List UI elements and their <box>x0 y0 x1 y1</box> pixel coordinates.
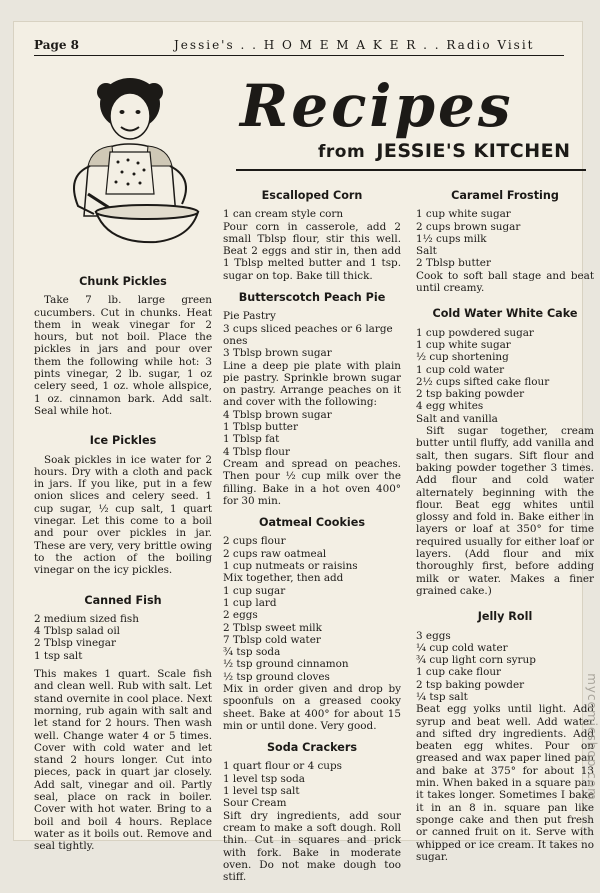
column-3 <box>416 186 594 873</box>
recipe-soda-crackers <box>223 742 401 883</box>
ingredient: 4 Tblsp salad oil <box>34 625 121 638</box>
subtitle-from: from <box>318 142 366 162</box>
ingredient: 1 cup powdered sugar <box>416 326 534 339</box>
ingredient: ¾ tsp soda <box>223 646 281 659</box>
ingredient: ¼ cup cold water <box>416 641 508 654</box>
recipe-title: Chunk Pickles <box>79 275 167 288</box>
ingredient: 2 cups brown sugar <box>416 220 521 233</box>
ingredient: 2 Tblsp sweet milk <box>223 621 322 634</box>
recipe-title: Caramel Frosting <box>451 189 559 202</box>
recipe-oatmeal-cookies <box>223 517 401 732</box>
recipe-title: Escalloped Corn <box>261 189 363 202</box>
ingredient: 2 eggs <box>223 609 258 622</box>
ingredient: 2 tsp baking powder <box>416 388 525 401</box>
recipe-title: Jelly Roll <box>477 610 533 624</box>
recipe-directions: This makes 1 quart. Scale fish and clean well. Rub with salt. Let stand overnite in cool place. Next morning, rub again with salt and let stand for 2 hours. Then wash well. Change water 4 or 5 times. Cover with cold water and let stand 2 hours longer. Cut into pieces, pack in quart jar closely. Add salt, vinegar and oil. Partly seal, place on rack in boiler. Cover with hot water. Bring to a boil and boil 4 hours. Replace water as it boils out. Remove and seal tightly. <box>34 668 212 853</box>
subtitle-kitchen: JESSIE'S KITCHEN <box>376 140 571 162</box>
ingredient-list <box>34 613 212 662</box>
ingredient: 1 level tsp soda <box>223 772 305 785</box>
ingredient: 2 Tblsp vinegar <box>34 637 116 650</box>
ingredient: Salt <box>416 245 437 258</box>
recipe-title: Ice Pickles <box>89 434 157 448</box>
recipe-directions: Sift sugar together, cream butter until fluffy, add vanilla and salt, then sugars. Sift flour and baking powder together 3 times. Add flour and cold water alternately beginning with the flour. Beat egg whites until glossy and fold in. Bake either in layers or loaf at 350° for time required usually for either loaf or layers. (Add flour and mix thoroughly first, before adding milk or water. Makes a finer grained cake.) <box>416 425 594 597</box>
ingredient: 4 egg whites <box>416 400 484 413</box>
column-2 <box>223 186 401 893</box>
ingredient: 1 cup nutmeats or raisins <box>223 560 358 573</box>
recipe-title: Butterscotch Peach Pie <box>238 291 386 305</box>
recipe-directions: Line a deep pie plate with plain pie pastry. Sprinkle brown sugar on pastry. Arrange peaches on it and cover with the following: <box>223 359 401 409</box>
header-rule <box>34 55 564 56</box>
title-rule <box>236 169 586 171</box>
ingredient: 1 cup white sugar <box>416 208 511 221</box>
ingredient: 2 medium sized fish <box>34 612 139 625</box>
ingredient: ½ tsp ground cloves <box>223 670 330 683</box>
recipe-directions: Soak pickles in ice water for 2 hours. Dry with a cloth and pack in jars. If you like, put in a few onion slices and celery seed. 1 cup sugar, ½ cup salt, 1 quart vinegar. Let this come to a boil and pour over pickles in jar. These are very, very brittle owing to the action of the boiling vinegar on the icy pickles. <box>34 453 212 577</box>
ingredient: 1 cup cold water <box>416 363 505 376</box>
ingredient: 4 Tblsp brown sugar <box>223 408 332 421</box>
recipe-directions: Beat egg yolks until light. Add syrup and beat well. Add water and sifted dry ingredients. Add beaten egg whites. Pour on greased and wax paper lined pan and bake at 375° for about 13 min. When baked in a square pan it takes longer. Sometimes I bake it in an 8 in. square pan like sponge cake and then put fresh or canned fruit on it. Serve with whipped or ice cream. It takes no sugar. <box>416 703 594 863</box>
recipe-directions: Sift dry ingredients, add sour cream to make a soft dough. Roll thin. Cut in squares and prick with fork. Bake in moderate oven. Do not make dough too stiff. <box>223 809 401 884</box>
ingredient: 2 Tblsp butter <box>416 257 491 270</box>
ingredient: 2 cups raw oatmeal <box>223 547 327 560</box>
recipe-title: Soda Crackers <box>266 741 357 755</box>
recipe-title: Canned Fish <box>84 593 162 607</box>
recipes-subtitle <box>318 140 571 162</box>
ingredient: 1 quart flour or 4 cups <box>223 760 342 773</box>
ingredient: ½ cup shortening <box>416 351 509 364</box>
ingredient: ¾ cup light corn syrup <box>416 654 536 667</box>
recipe-directions: Take 7 lb. large green cucumbers. Cut in chunks. Heat them in weak vinegar for 2 hours, but not boil. Place the pickles in jars and pour over them the following while hot: 3 pints vinegar, 2 lb. sugar, 1 oz celery seed, 1 oz. whole allspice, 1 oz. cinnamon bark. Add salt. Seal while hot. <box>34 294 212 417</box>
cook-woman-mixing-bowl-illustration <box>48 66 208 246</box>
column-1 <box>34 272 212 862</box>
recipe-canned-fish <box>34 595 212 853</box>
ingredient: 1 cup white sugar <box>416 338 511 351</box>
ingredient: 1 cup sugar <box>223 584 286 597</box>
ingredient: 1 tsp salt <box>34 649 83 662</box>
ingredient: 1 can cream style corn <box>223 208 344 221</box>
ingredient: 7 Tblsp cold water <box>223 633 321 646</box>
ingredient: 1 cup lard <box>223 596 277 609</box>
ingredient: 3 eggs <box>416 629 451 642</box>
ingredient: Pie Pastry <box>223 310 276 323</box>
recipe-jelly-roll <box>416 611 594 863</box>
page-number: Page 8 <box>34 38 80 52</box>
ingredient: 2 tsp baking powder <box>416 678 525 691</box>
watermark-text: mycomicshop.com <box>585 673 599 801</box>
ingredient: Salt and vanilla <box>416 412 498 425</box>
recipe-directions: Pour corn in casserole, add 2 small Tblsp flour, stir this well. Beat 2 eggs and stir in, then add 1 Tblsp melted butter and 1 tsp. sugar on top. Bake till thick. <box>223 220 401 282</box>
watermark <box>580 640 599 840</box>
recipe-butterscotch-peach-pie <box>223 292 401 507</box>
ingredient: 3 cups sliced peaches or 6 large ones <box>223 322 393 347</box>
ingredient: ½ tsp ground cinnamon <box>223 658 349 671</box>
recipes-title: Recipes <box>240 72 514 140</box>
page-header <box>34 38 564 54</box>
recipe-caramel-frosting <box>416 190 594 294</box>
recipe-directions: Mix together, then add <box>223 572 344 585</box>
recipe-title: Oatmeal Cookies <box>258 516 366 530</box>
ingredient: Sour Cream <box>223 797 287 810</box>
ingredient: 1 Tblsp butter <box>223 421 298 434</box>
ingredient: ¼ tsp salt <box>416 690 468 703</box>
recipe-directions: Cook to soft ball stage and beat until creamy. <box>416 269 594 295</box>
recipe-cold-water-white-cake <box>416 308 594 597</box>
masthead: Jessie's . . H O M E M A K E R . . Radio Visit <box>174 38 535 52</box>
ingredient: 1½ cups milk <box>416 232 487 245</box>
recipe-title: Cold Water White Cake <box>432 307 578 321</box>
ingredient: 1 level tsp salt <box>223 785 300 798</box>
recipe-ice-pickles <box>34 435 212 576</box>
ingredient: 4 Tblsp flour <box>223 445 290 458</box>
ingredient: 2½ cups sifted cake flour <box>416 375 550 388</box>
ingredient: 2 cups flour <box>223 535 286 548</box>
recipe-chunk-pickles <box>34 276 212 417</box>
ingredient: 3 Tblsp brown sugar <box>223 347 332 360</box>
recipe-escalloped-corn <box>223 190 401 282</box>
recipe-directions: Cream and spread on peaches. Then pour ½ cup milk over the filling. Bake in a hot oven 400° for 30 min. <box>223 457 401 507</box>
recipe-directions: Mix in order given and drop by spoonfuls on a greased cooky sheet. Bake at 400° for about 15 min or until done. Very good. <box>223 682 401 732</box>
ingredient: 1 cup cake flour <box>416 666 501 679</box>
ingredient: 1 Tblsp fat <box>223 433 280 446</box>
